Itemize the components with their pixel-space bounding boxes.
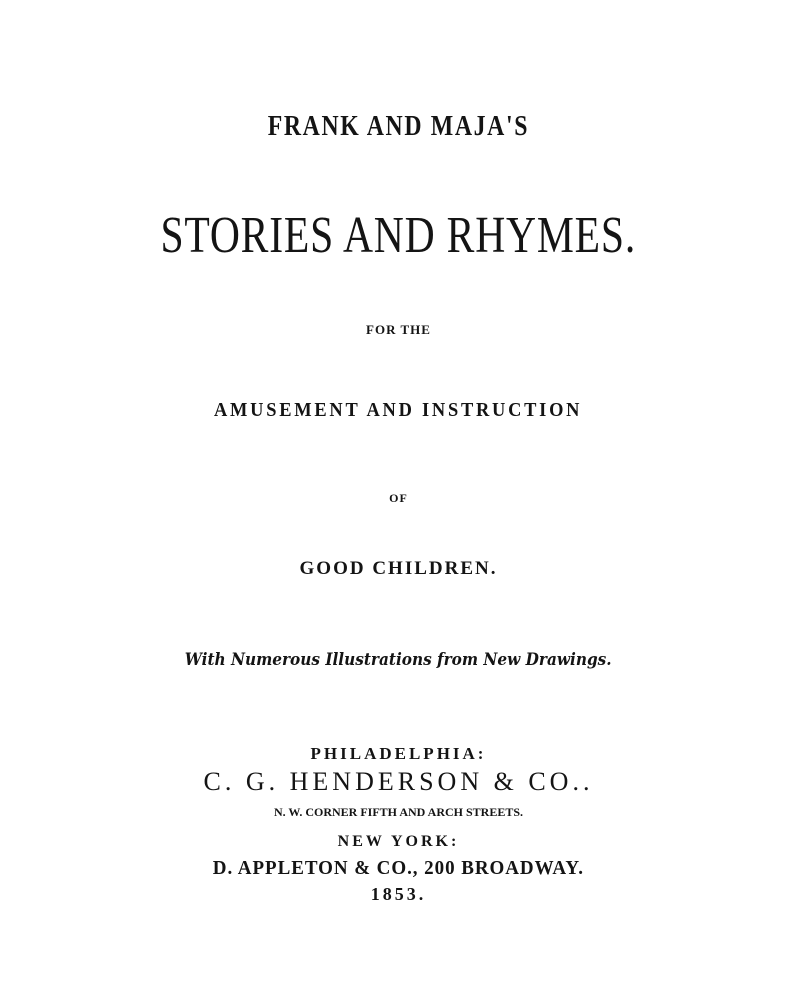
book-title [0, 207, 797, 264]
for-the-text: FOR THE [366, 322, 431, 337]
author-line-text: FRANK AND MAJA'S [267, 110, 530, 142]
audience-text: GOOD CHILDREN. [299, 558, 498, 579]
illustrations-note-text: With Numerous Illustrations from New Drawings. [185, 650, 612, 670]
author-line [0, 112, 797, 141]
year-text: 1853. [370, 884, 427, 904]
illustrations-note [0, 652, 797, 669]
imprint-address [0, 806, 797, 818]
of-text: OF [389, 491, 408, 505]
imprint-city-philadelphia [0, 745, 797, 762]
purpose-line [0, 400, 797, 420]
publisher-2-text: D. APPLETON & CO., 200 BROADWAY. [212, 857, 585, 879]
publisher-1-text: C. G. HENDERSON & CO.. [203, 767, 594, 796]
address-1-text: N. W. CORNER FIFTH AND ARCH STREETS. [273, 805, 524, 819]
city-2-text: NEW YORK: [337, 833, 460, 850]
for-the-line [0, 323, 797, 336]
of-line [0, 492, 797, 504]
imprint-year [0, 885, 797, 903]
imprint-publisher-henderson [0, 769, 797, 795]
imprint-city-new-york [0, 834, 797, 850]
city-1-text: PHILADELPHIA: [310, 744, 487, 763]
imprint-publisher-appleton [0, 858, 797, 878]
book-title-text: STORIES AND RHYMES. [160, 207, 637, 264]
purpose-text: AMUSEMENT AND INSTRUCTION [214, 399, 583, 421]
audience-line [0, 559, 797, 578]
